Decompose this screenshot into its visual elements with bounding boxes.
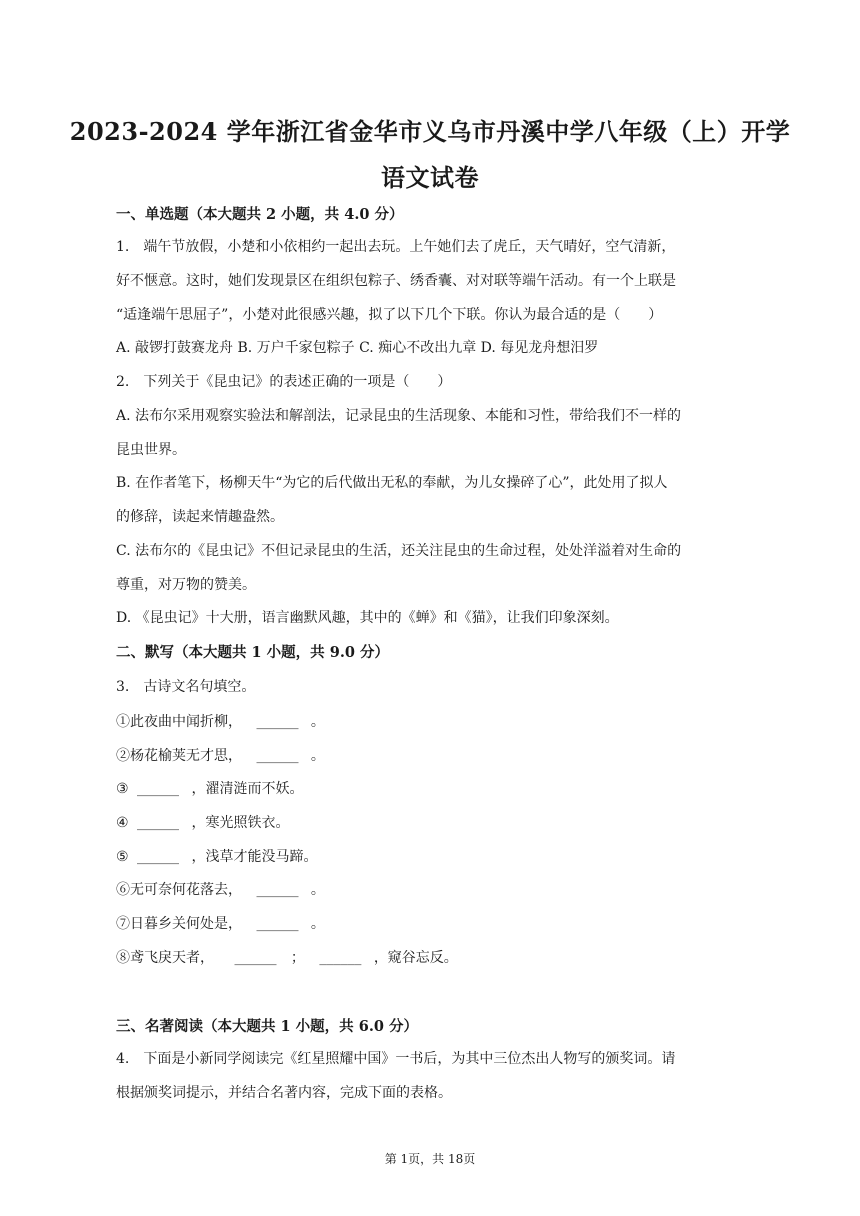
answer-blank[interactable]: ______	[256, 714, 299, 730]
answer-blank[interactable]: ______	[319, 950, 362, 966]
q2-option-b-cont: 的修辞，读起来情趣盎然。	[116, 509, 284, 525]
q2-option-c-cont: 尊重，对万物的赞美。	[116, 577, 256, 593]
answer-blank[interactable]: ______	[137, 849, 180, 865]
q1-line: 1. 端午节放假，小楚和小依相约一起出去玩。上午她们去了虎丘，天气晴好，空气清新，	[116, 239, 676, 255]
exam-title-line1: 2023-2024 学年浙江省金华市义乌市丹溪中学八年级（上）开学	[69, 117, 791, 146]
q1-line: “适逢端午思屈子”，小楚对此很感兴趣，拟了以下几个下联。你认为最合适的是（ ）	[116, 307, 663, 323]
q2-option-b: B. 在作者笔下，杨柳天牛“为它的后代做出无私的奉献，为儿女操碎了心”，此处用了拟人	[116, 475, 668, 491]
fill-item-3: ③ ______ ，濯清涟而不妖。	[116, 781, 304, 797]
fill-item-4: ④ ______ ，寒光照铁衣。	[116, 815, 290, 831]
section1-heading: 一、单选题（本大题共 2 小题，共 4.0 分）	[116, 206, 404, 223]
fill-item-2: ②杨花榆荚无才思， ______ 。	[116, 748, 325, 764]
q1-line: 好不惬意。这时，她们发现景区在组织包粽子、绣香囊、对对联等端午活动。有一个上联是	[116, 273, 676, 289]
fill-item-6: ⑥无可奈何花落去， ______ 。	[116, 882, 325, 898]
answer-blank[interactable]: ______	[256, 916, 299, 932]
answer-blank[interactable]: ______	[256, 882, 299, 898]
answer-blank[interactable]: ______	[256, 748, 299, 764]
answer-blank[interactable]: ______	[137, 781, 180, 797]
q2-stem: 2. 下列关于《昆虫记》的表述正确的一项是（ ）	[116, 374, 452, 390]
fill-item-5: ⑤ ______ ，浅草才能没马蹄。	[116, 849, 318, 865]
section3-heading: 三、名著阅读（本大题共 1 小题，共 6.0 分）	[116, 1018, 419, 1035]
answer-blank[interactable]: ______	[137, 815, 180, 831]
q2-option-d: D. 《昆虫记》十大册，语言幽默风趣，其中的《蝉》和《猫》，让我们印象深刻。	[116, 610, 619, 626]
q2-option-a-cont: 昆虫世界。	[116, 442, 186, 458]
exam-title-line2: 语文试卷	[381, 163, 479, 192]
answer-blank[interactable]: ______	[234, 950, 277, 966]
q1-options: A. 敲锣打鼓赛龙舟 B. 万户千家包粽子 C. 痴心不改出九章 D. 每见龙舟想汨罗	[116, 340, 599, 356]
q3-stem: 3. 古诗文名句填空。	[116, 679, 256, 695]
q2-option-a: A. 法布尔采用观察实验法和解剖法，记录昆虫的生活现象、本能和习性，带给我们不一样的	[116, 408, 682, 424]
fill-item-7: ⑦日暮乡关何处是， ______ 。	[116, 916, 325, 932]
q4-line: 4. 下面是小新同学阅读完《红星照耀中国》一书后，为其中三位杰出人物写的颁奖词。请	[116, 1051, 676, 1067]
q2-option-c: C. 法布尔的《昆虫记》不但记录昆虫的生活，还关注昆虫的生命过程，处处洋溢着对生命的	[116, 543, 682, 559]
fill-item-8: ⑧鸢飞戾天者， ______ ； ______ ，窥谷忘反。	[116, 950, 458, 966]
page-footer: 第 1页，共 18页	[384, 1152, 476, 1166]
section2-heading: 二、默写（本大题共 1 小题，共 9.0 分）	[116, 644, 390, 661]
fill-item-1: ①此夜曲中闻折柳， ______ 。	[116, 714, 325, 730]
q4-line: 根据颁奖词提示，并结合名著内容，完成下面的表格。	[116, 1085, 452, 1101]
